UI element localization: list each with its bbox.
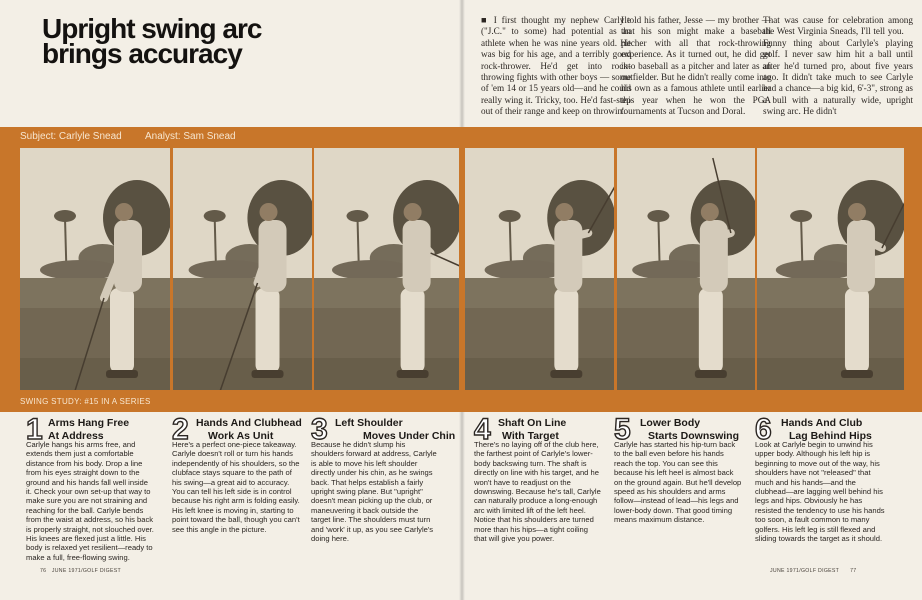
step-title: Lower Body Starts Downswing bbox=[640, 417, 740, 442]
step-number: 2 bbox=[172, 413, 189, 446]
golfer-illustration bbox=[314, 148, 459, 390]
headline-line-2: brings accuracy bbox=[42, 38, 242, 69]
step-body: Because he didn't slump his shoulders forward at address, Carlyle is able to move his left shoulder directly under his chin, as he swings back. That helps establish a fairly upright swing plane. But "upright" doesn't mean picking up the club, or maneuvering it back outside the target line. The shoulders must turn and 'work' it up, as you see Carlyle's doing here. bbox=[311, 440, 437, 544]
article-headline bbox=[42, 13, 342, 69]
step-body: There's no laying off of the club here, the farthest point of Carlyle's lower-body backswing turn. The shaft is directly on line with his target, and he won't have to readjust on the downswing. Because he's tall, Carlyle can naturally produce a long-enough arc with limited lift of the left heel. Notice that his shoulders are turned more than his hips—a tight coiling that will give you power. bbox=[474, 440, 601, 544]
golfer-illustration bbox=[757, 148, 904, 390]
step-number: 5 bbox=[614, 413, 631, 446]
headline-line-1: Upright swing arc bbox=[42, 13, 262, 44]
step-body: Carlyle has started his hip-turn back to the ball even before his hands reach the top. You can see this because his left heel is almost back on the ground again. But he'll develop speed as his shoulders and arms follow—instead of lead—his legs and lower-body down. That good timing means maximum distance. bbox=[614, 440, 742, 525]
step-body: Here's a perfect one-piece takeaway. Carlyle doesn't roll or turn his hands independently of his shoulders, so the clubface stays square to the path of his swing—a great aid to accuracy. You can tell his left side is in control because his right arm is folding easily. His left knee is moving in, starting to point toward the ball, though you can't see this angle in the picture. bbox=[172, 440, 300, 534]
step-body: Carlyle hangs his arms free, and extends them just a comfortable distance from his body. Drop a line from his eyes straight down to the ground and his hands fall well inside it. Check your own set-up that way to make sure you are not straining and reaching for the ball. Carlyle bends from the waist at address, so his back is properly straight, not slouched over. His knees are flexed just a little. His body is relaxed yet resilient—ready to make a full, free-flowing swing. bbox=[26, 440, 154, 562]
swing-photo-3 bbox=[314, 148, 459, 390]
step-title: Left Shoulder Moves Under Chin bbox=[335, 417, 456, 442]
step-title: Hands And Clubhead Work As Unit bbox=[196, 417, 302, 442]
golfer-illustration bbox=[465, 148, 614, 390]
swing-photo-6 bbox=[757, 148, 904, 390]
golfer-illustration bbox=[173, 148, 312, 390]
folio-left: 76 JUNE 1971/GOLF DIGEST bbox=[40, 568, 122, 574]
swing-photo-4 bbox=[465, 148, 614, 390]
step-body: Look at Carlyle begin to unwind his upper body. Although his left hip is beginning to move out of the way, his shoulders have not "released" that much and his hands—and the clubhead—are lagging well behind his legs and hips. Obviously he has resisted the tendency to use his hands too soon, a fault common to many golfers. His left leg is still flexed and sliding towards the target as it should. bbox=[755, 440, 885, 544]
subject-label: Subject: Carlyle Snead bbox=[20, 131, 122, 142]
intro-column-2: I told his father, Jesse — my brother — that his son might make a baseball pitcher with all that rock-throwing experience. As it turned out, he did get into baseball as a pitcher and later as an outfielder. But he didn't really come into his own as a famous athlete until earlier this year when he won the PGA tournaments at Tucson and Doral. bbox=[621, 15, 771, 117]
step-title: Arms Hang Free At Address bbox=[48, 417, 130, 442]
step-title: Hands And Club Lag Behind Hips bbox=[781, 417, 872, 442]
series-label: SWING STUDY: #15 IN A SERIES bbox=[20, 397, 151, 406]
step-title: Shaft On Line With Target bbox=[498, 417, 567, 442]
intro-column-3: That was cause for celebration among the West Virginia Sneads, I'll tell you. Funny thing about Carlyle's playing golf. I never saw him hit a ball until after he'd turned pro, about five years ago. It didn't take much to see Carlyle had a chance—a big kid, 6'-3", strong as a bull with a naturally wide, upright swing arc. He didn't bbox=[763, 15, 913, 117]
folio-right: JUNE 1971/GOLF DIGEST 77 bbox=[770, 568, 857, 574]
step-number: 3 bbox=[311, 413, 328, 446]
golfer-illustration bbox=[20, 148, 170, 390]
step-number: 6 bbox=[755, 413, 772, 446]
analyst-label: Analyst: Sam Snead bbox=[145, 131, 236, 142]
intro-column-1: ■ I first thought my nephew Carlyle ("J.C." to some) had potential as an athlete when he was nine years old. He was big for his age, and a terribly good rock-thrower. He'd get into rock-throwing fights with other boys — some of 'em 14 or 15 years old—and he could really wing it. Tricky, too. He'd fast-step out of their range and keep on throwin'. bbox=[481, 15, 631, 117]
step-number: 4 bbox=[474, 413, 491, 446]
swing-photo-5 bbox=[617, 148, 755, 390]
step-number: 1 bbox=[26, 413, 43, 446]
golfer-illustration bbox=[617, 148, 755, 390]
swing-photo-2 bbox=[173, 148, 312, 390]
swing-photo-1 bbox=[20, 148, 170, 390]
